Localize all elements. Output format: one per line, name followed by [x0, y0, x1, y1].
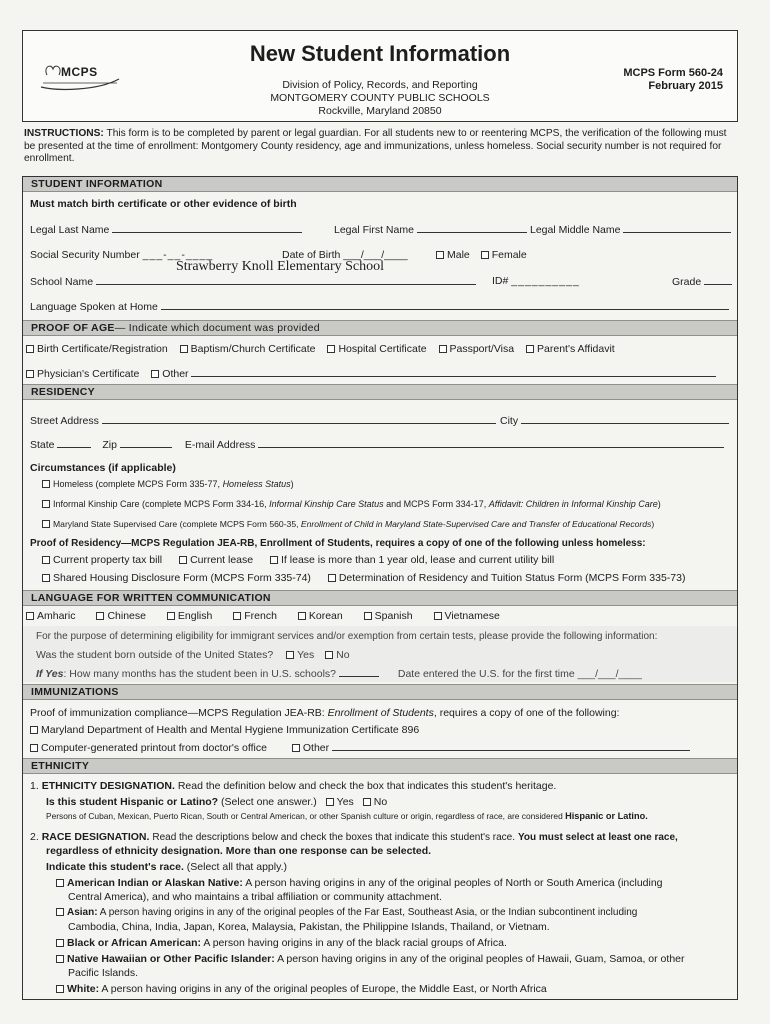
proof-residency-label: Proof of Residency—MCPS Regulation JEA-RB, Enrollment of Students, requires a copy of one of the following unless homeless:	[30, 538, 646, 549]
school-name-value: Strawberry Knoll Elementary School	[176, 259, 385, 274]
american-indian-checkbox[interactable]	[56, 879, 64, 887]
ethnicity-q2-row	[30, 831, 678, 843]
form-page	[22, 30, 746, 1010]
date-entered-label: Date entered the U.S. for the first time	[397, 668, 575, 680]
born-outside-question: Was the student born outside of the United States?	[36, 649, 274, 661]
tax-bill-label: Current property tax bill	[53, 554, 163, 566]
proof-age-heading: PROOF OF AGE	[31, 322, 115, 334]
language-option: English	[177, 610, 213, 622]
proof-age-other-row	[26, 367, 716, 380]
q2-must-continued: regardless of ethnicity designation. More than one response can be selected.	[46, 845, 432, 857]
kinship-text-end: )	[657, 499, 661, 509]
form-number: MCPS Form 560-24	[623, 67, 723, 79]
section-ethnicity: ETHNICITY	[22, 758, 738, 774]
language-options	[26, 610, 500, 622]
instructions-label: INSTRUCTIONS:	[24, 128, 104, 139]
determination-label: Determination of Residency and Tuition Status Form (MCPS Form 335-73)	[338, 572, 686, 584]
last-name-row	[30, 223, 302, 236]
old-lease-checkbox[interactable]	[270, 556, 278, 564]
state-care-text: Maryland State Supervised Care (complete MCPS Form 560-35,	[53, 519, 301, 529]
old-lease-label: If lease is more than 1 year old, lease and current utility bill	[281, 554, 555, 566]
hispanic-definition-bold: Hispanic or Latino.	[565, 811, 648, 821]
race-name: Black or African American:	[67, 937, 202, 949]
homeless-text: Homeless (complete MCPS Form 335-77,	[53, 479, 223, 489]
hospital-checkbox[interactable]	[327, 345, 335, 353]
school-row	[30, 275, 476, 288]
indicate-race-label: Indicate this student's race.	[46, 861, 184, 873]
shared-housing-checkbox[interactable]	[42, 574, 50, 582]
race-description: A person having origins in any of the original peoples of North or South America (including	[245, 877, 663, 889]
street-row	[30, 414, 496, 427]
hispanic-yes-checkbox[interactable]	[326, 798, 334, 806]
proof-age-subheading: — Indicate which document was provided	[114, 322, 320, 334]
middle-name-row	[530, 223, 731, 236]
proof-age-options	[26, 343, 615, 355]
id-row	[492, 275, 580, 287]
kinship-checkbox[interactable]	[42, 500, 50, 508]
circumstances-label: Circumstances (if applicable)	[30, 462, 176, 474]
immigrant-purpose: For the purpose of determining eligibility for immigrant services and/or exemption from certain tests, please provide the following information:	[36, 631, 658, 642]
grade-label: Grade	[672, 276, 702, 288]
months-row	[36, 667, 642, 680]
race-option	[56, 877, 663, 889]
race-description-continued: Pacific Islands.	[68, 967, 139, 979]
determination-checkbox[interactable]	[328, 574, 336, 582]
language-option: Amharic	[37, 610, 76, 622]
homeless-row	[42, 479, 294, 489]
gender-row	[436, 249, 527, 261]
amharic-checkbox[interactable]	[26, 612, 34, 620]
black-checkbox[interactable]	[56, 939, 64, 947]
kinship-row	[42, 499, 661, 509]
city-row	[500, 414, 729, 427]
city-field[interactable]	[521, 414, 729, 424]
proof-age-other-label: Other	[162, 368, 189, 380]
female-label: Female	[491, 249, 527, 261]
hispanic-select-note: (Select one answer.)	[221, 796, 317, 808]
affidavit-checkbox[interactable]	[526, 345, 534, 353]
male-checkbox[interactable]	[436, 251, 444, 259]
birth-certificate-checkbox[interactable]	[26, 345, 34, 353]
female-checkbox[interactable]	[481, 251, 489, 259]
printout-label: Computer-generated printout from doctor's office	[41, 742, 267, 754]
language-option: Korean	[308, 610, 343, 622]
race-description: A person having origins in any of the black racial groups of Africa.	[203, 937, 507, 949]
language-home-field[interactable]	[161, 300, 729, 310]
kinship-form-title: Informal Kinship Care Status	[269, 499, 384, 509]
q1-number: 1.	[30, 780, 39, 792]
born-outside-row	[36, 649, 350, 661]
md-cert-row	[30, 724, 419, 736]
race-option	[56, 937, 507, 949]
born-outside-yes-label: Yes	[297, 649, 315, 661]
state-field[interactable]	[57, 438, 91, 448]
months-field[interactable]	[339, 667, 379, 677]
race-name: Native Hawaiian or Other Pacific Islander:	[67, 953, 275, 965]
md-cert-label: Maryland Department of Health and Mental Hygiene Immunization Certificate 896	[41, 724, 420, 736]
division-line: Division of Policy, Records, and Reporting	[282, 79, 478, 91]
proof-age-other-field[interactable]	[191, 367, 716, 377]
last-name-label: Legal Last Name	[30, 224, 110, 236]
hispanic-definition-text: Persons of Cuban, Mexican, Puerto Rican, South or Central American, or other Spanish culture or origin, regardless of race, are considered	[46, 811, 563, 821]
q2-number: 2.	[30, 831, 39, 843]
race-description-continued: Cambodia, China, India, Japan, Korea, Malaysia, Pakistan, the Philippine Islands, Thailand, or Vietnam.	[68, 921, 550, 933]
baptism-checkbox[interactable]	[180, 345, 188, 353]
hispanic-definition	[46, 811, 648, 821]
white-checkbox[interactable]	[56, 985, 64, 993]
last-name-field[interactable]	[112, 223, 302, 233]
date-entered-field[interactable]: ___/___/____	[577, 668, 642, 680]
section-residency: RESIDENCY	[22, 384, 738, 400]
state-care-text-end: )	[651, 519, 655, 529]
first-name-label: Legal First Name	[334, 224, 414, 236]
spanish-checkbox[interactable]	[364, 612, 372, 620]
state-care-row	[42, 519, 654, 529]
shared-housing-label: Shared Housing Disclosure Form (MCPS Form 335-74)	[53, 572, 311, 584]
immunization-proof-text: Proof of immunization compliance—MCPS Regulation JEA-RB:	[30, 707, 328, 719]
middle-name-field[interactable]	[623, 223, 731, 233]
english-checkbox[interactable]	[167, 612, 175, 620]
french-checkbox[interactable]	[233, 612, 241, 620]
ssn-label: Social Security Number	[30, 249, 140, 261]
page-title: New Student Information	[249, 41, 511, 66]
district-line: MONTGOMERY COUNTY PUBLIC SCHOOLS	[270, 92, 490, 104]
homeless-form-title: Homeless Status	[222, 479, 291, 489]
section-immunizations: IMMUNIZATIONS	[22, 684, 738, 700]
kinship-text: Informal Kinship Care (complete MCPS Form 334-16,	[53, 499, 270, 509]
section-language: LANGUAGE FOR WRITTEN COMMUNICATION	[22, 590, 738, 606]
indicate-race-note: (Select all that apply.)	[186, 861, 287, 873]
immunization-other-label: Other	[302, 742, 330, 754]
id-label: ID#	[492, 275, 509, 287]
language-home-label: Language Spoken at Home	[30, 301, 158, 313]
language-option: French	[244, 610, 277, 622]
indicate-race-row	[46, 861, 287, 873]
dob-field[interactable]: ___/___/____	[343, 249, 408, 261]
logo-text: MCPS	[61, 65, 98, 79]
instructions-text: This form is to be completed by parent or legal guardian. For all students new to or reentering MCPS, the verification of the following must be presented at the time of enrollment: Montgomery County residency, age and immunizations, unless homeless. Social security number is not required for enrollment.	[24, 128, 727, 164]
race-option	[56, 953, 685, 965]
proof-age-option: Hospital Certificate	[338, 343, 427, 355]
state-zip-email-row	[30, 438, 724, 451]
ethnicity-q1-row	[30, 780, 556, 792]
q2-text: Read the descriptions below and check the boxes that indicate this student's race.	[152, 832, 516, 843]
grade-field[interactable]	[704, 275, 732, 285]
race-option	[56, 907, 637, 918]
korean-checkbox[interactable]	[298, 612, 306, 620]
dob-label: Date of Birth	[282, 249, 341, 261]
school-field[interactable]	[96, 275, 476, 285]
immunization-other-checkbox[interactable]	[292, 744, 300, 752]
instructions	[24, 128, 740, 166]
printout-row	[30, 741, 690, 754]
race-name: American Indian or Alaskan Native:	[67, 877, 243, 889]
lease-checkbox[interactable]	[179, 556, 187, 564]
street-field[interactable]	[102, 414, 496, 424]
race-description: A person having origins in any of the original peoples of Hawaii, Guam, Samoa, or other	[277, 953, 685, 965]
male-label: Male	[447, 249, 470, 261]
form-header	[22, 30, 738, 122]
grade-row	[672, 275, 732, 288]
passport-checkbox[interactable]	[439, 345, 447, 353]
q1-text: Read the definition below and check the box that indicates this student's heritage.	[177, 780, 557, 792]
immunization-proof-row	[30, 707, 619, 719]
race-option	[56, 983, 547, 995]
q2-title: RACE DESIGNATION.	[41, 831, 150, 843]
location-line: Rockville, Maryland 20850	[318, 105, 442, 117]
vietnamese-checkbox[interactable]	[434, 612, 442, 620]
city-label: City	[500, 415, 519, 427]
hispanic-question: Is this student Hispanic or Latino?	[46, 796, 219, 808]
pacific-islander-checkbox[interactable]	[56, 955, 64, 963]
proof-age-option: Passport/Visa	[449, 343, 515, 355]
language-home-row	[30, 300, 729, 313]
birth-evidence-note: Must match birth certificate or other evidence of birth	[30, 198, 297, 210]
proof-age-option: Baptism/Church Certificate	[190, 343, 316, 355]
form-date: February 2015	[648, 80, 723, 92]
proof-age-option: Parent's Affidavit	[537, 343, 615, 355]
section-student-information: STUDENT INFORMATION	[22, 176, 738, 192]
language-option: Vietnamese	[444, 610, 500, 622]
ssn-field[interactable]: ___-__-____	[142, 249, 214, 261]
race-description: A person having origins in any of the original peoples of Europe, the Middle East, or North Africa	[101, 983, 547, 995]
if-yes-label: If Yes	[36, 668, 64, 680]
q1-title: ETHNICITY DESIGNATION.	[41, 780, 175, 792]
months-question: : How many months has the student been in U.S. schools?	[63, 668, 337, 680]
proof-age-other-checkbox[interactable]	[151, 370, 159, 378]
immunization-other-field[interactable]	[332, 741, 690, 751]
id-field[interactable]: __________	[511, 275, 580, 287]
school-label: School Name	[30, 276, 94, 288]
first-name-field[interactable]	[417, 223, 527, 233]
email-field[interactable]	[258, 438, 724, 448]
middle-name-label: Legal Middle Name	[530, 224, 621, 236]
zip-label: Zip	[102, 439, 117, 451]
asian-checkbox[interactable]	[56, 908, 64, 916]
first-name-row	[334, 223, 527, 236]
physician-label: Physician's Certificate	[37, 368, 140, 380]
chinese-checkbox[interactable]	[96, 612, 104, 620]
immunization-proof-end: , requires a copy of one of the following:	[433, 707, 620, 719]
homeless-checkbox[interactable]	[42, 480, 50, 488]
section-proof-of-age	[22, 320, 738, 336]
street-label: Street Address	[30, 415, 99, 427]
residency-forms-row	[42, 572, 685, 584]
lease-label: Current lease	[190, 554, 254, 566]
zip-field[interactable]	[120, 438, 172, 448]
hispanic-no-checkbox[interactable]	[363, 798, 371, 806]
state-label: State	[30, 439, 55, 451]
residency-docs-row	[42, 554, 554, 566]
immunization-regulation-title: Enrollment of Students	[327, 707, 434, 719]
q2-must: You must select at least one race,	[517, 832, 678, 843]
email-label: E-mail Address	[184, 439, 256, 451]
race-description: A person having origins in any of the original peoples of the Far East, Southeast Asia, or the Indian subcontinent including	[99, 907, 638, 918]
hispanic-yes-label: Yes	[336, 796, 354, 808]
hispanic-question-row	[46, 796, 387, 808]
language-option: Spanish	[374, 610, 413, 622]
hispanic-no-label: No	[373, 796, 388, 808]
race-description-continued: Central America), and who maintains a tribal affiliation or community attachment.	[68, 891, 442, 903]
homeless-text-end: )	[290, 479, 294, 489]
state-care-checkbox[interactable]	[42, 520, 50, 528]
born-outside-no-checkbox[interactable]	[325, 651, 333, 659]
born-outside-yes-checkbox[interactable]	[286, 651, 294, 659]
printout-checkbox[interactable]	[30, 744, 38, 752]
proof-age-option: Birth Certificate/Registration	[37, 343, 168, 355]
form-identifier	[623, 67, 723, 93]
md-cert-checkbox[interactable]	[30, 726, 38, 734]
state-care-form-title: Enrollment of Child in Maryland State-Supervised Care and Transfer of Educational Records	[300, 519, 652, 529]
physician-checkbox[interactable]	[26, 370, 34, 378]
kinship-affidavit-title: Affidavit: Children in Informal Kinship Care	[488, 499, 658, 509]
race-name: Asian:	[67, 907, 98, 918]
tax-bill-checkbox[interactable]	[42, 556, 50, 564]
race-name: White:	[67, 983, 100, 995]
born-outside-no-label: No	[336, 649, 350, 661]
language-option: Chinese	[107, 610, 146, 622]
kinship-text-mid: and MCPS Form 334-17,	[383, 499, 489, 509]
